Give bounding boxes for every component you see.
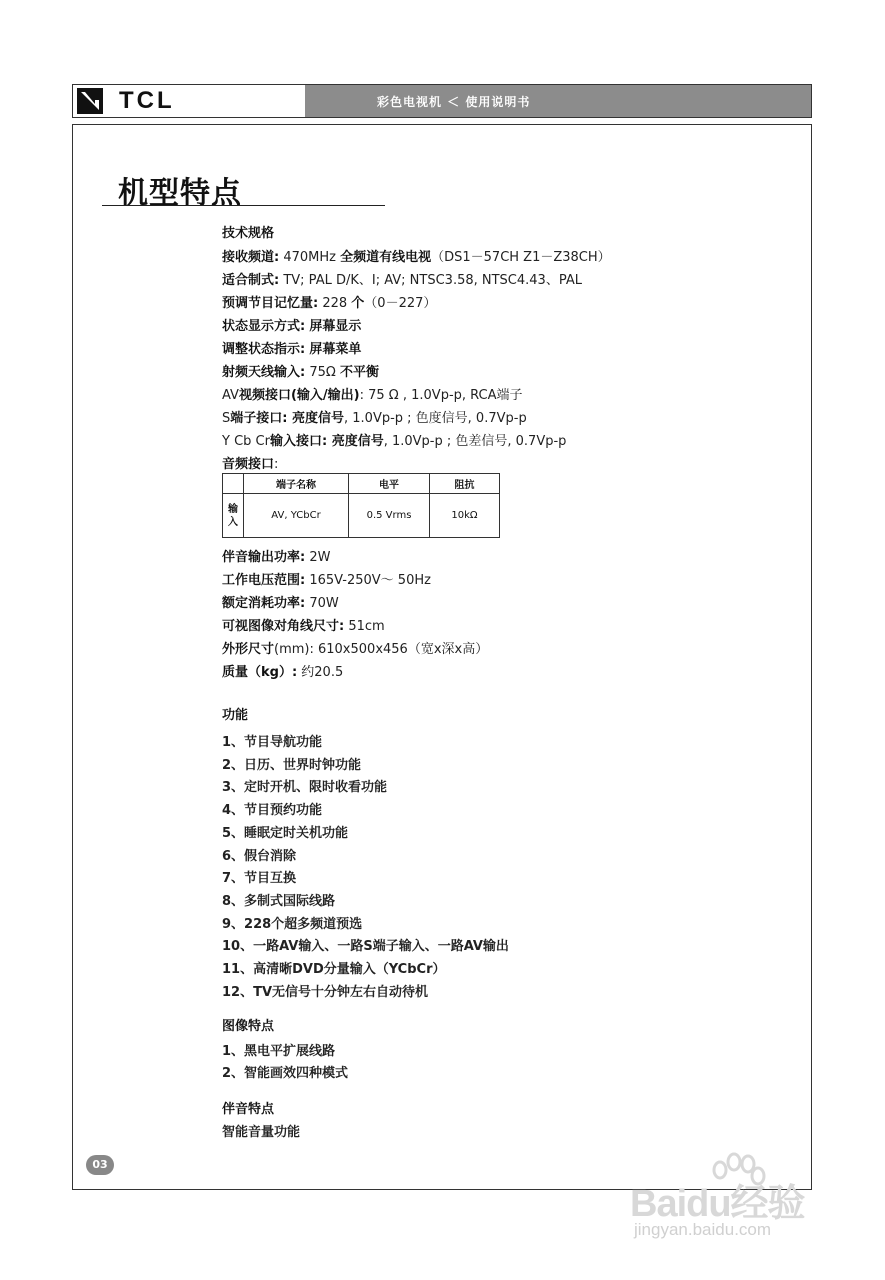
tcl-logo-icon <box>77 88 103 114</box>
spec-tail: （DS1－57CH Z1－Z38CH） <box>431 250 611 265</box>
watermark-logo: Baidu经验 <box>630 1183 805 1225</box>
picture-item: 2、智能画效四种模式 <box>222 1066 349 1081</box>
sound-item: 智能音量功能 <box>222 1125 301 1140</box>
spec-line <box>222 569 431 588</box>
table-cell-impedance: 10kΩ <box>430 494 500 538</box>
spec-value: : <box>274 457 279 472</box>
header-band <box>305 85 811 117</box>
spec-bold: 视频接口(输入/输出) <box>238 388 360 403</box>
spec-label: 伴音输出功率: <box>222 550 306 565</box>
spec-line <box>222 430 566 449</box>
spec-line <box>222 338 361 357</box>
picture-item: 1、黑电平扩展线路 <box>222 1044 336 1059</box>
function-item: 3、定时开机、限时收看功能 <box>222 780 388 796</box>
watermark-url: jingyan.baidu.com <box>634 1220 772 1239</box>
spec-value: 228 <box>318 296 352 311</box>
spec-label: 适合制式: <box>222 273 280 288</box>
functions-heading: 功能 <box>222 708 249 723</box>
spec-line <box>222 269 582 288</box>
spec-bold: 全频道有线电视 <box>340 250 432 265</box>
spec-label: 射频天线输入: <box>222 365 306 380</box>
spec-line <box>222 407 527 426</box>
spec-label: 调整状态指示: <box>222 342 306 357</box>
function-item: 1、节目导航功能 <box>222 735 323 750</box>
table-cell-terminal: AV, YCbCr <box>244 494 349 538</box>
spec-line <box>222 592 339 611</box>
spec-tail: , 1.0Vp-p ; 色差信号, 0.7Vp-p <box>383 434 567 449</box>
function-item: 8、多制式国际线路 <box>222 893 336 909</box>
function-item: 7、节目互换 <box>222 871 297 887</box>
spec-tail: （0－227） <box>364 296 437 311</box>
picture-heading: 图像特点 <box>222 1019 275 1034</box>
spec-line <box>222 292 436 311</box>
spec-label: 工作电压范围: <box>222 573 306 588</box>
manual-title: 彩色电视机 ＜ 使用说明书 <box>377 95 531 109</box>
spec-line <box>222 361 379 380</box>
spec-value: 约20.5 <box>297 665 344 680</box>
spec-value: AV <box>222 388 239 403</box>
spec-label: 状态显示方式: <box>222 319 306 334</box>
spec-line <box>222 661 343 680</box>
spec-line <box>222 246 611 265</box>
function-item: 2、日历、世界时钟功能 <box>222 757 362 773</box>
spec-value: 70W <box>305 596 339 611</box>
spec-label: 预调节目记忆量: <box>222 296 319 311</box>
table-cell-level: 0.5 Vrms <box>349 494 430 538</box>
spec-value: 75Ω <box>305 365 340 380</box>
spec-line <box>222 315 361 334</box>
audio-interface-table <box>222 473 500 538</box>
spec-label: 外形尺寸 <box>222 642 275 657</box>
page-header <box>72 84 812 118</box>
function-item: 11、高清晰DVD分量输入（YCbCr） <box>222 962 446 977</box>
spec-value: 470MHz <box>279 250 341 265</box>
page-title: 机型特点 <box>118 176 242 211</box>
spec-value: S <box>222 411 231 426</box>
function-item: 10、一路AV输入、一路S端子输入、一路AV输出 <box>222 939 509 955</box>
function-item: 5、睡眠定时关机功能 <box>222 825 349 841</box>
function-item: 9、228个超多频道预选 <box>222 916 363 932</box>
spec-value: (mm): 610x500x456（宽x深x高） <box>274 642 489 657</box>
table-header-impedance: 阻抗 <box>430 474 500 494</box>
table-header-terminal: 端子名称 <box>244 474 349 494</box>
spec-label: 质量（kg）: <box>222 665 298 680</box>
table-header-level: 电平 <box>349 474 430 494</box>
spec-line <box>222 384 523 403</box>
brand-logo <box>73 85 305 117</box>
spec-value: Y Cb Cr <box>222 434 270 449</box>
title-underline <box>102 205 385 206</box>
specs-heading: 技术规格 <box>222 226 275 241</box>
page-number: 03 <box>86 1155 114 1175</box>
spec-line <box>222 453 278 472</box>
spec-value: 2W <box>305 550 331 565</box>
spec-bold: 屏幕显示 <box>309 319 362 334</box>
spec-bold: 个 <box>351 296 365 311</box>
spec-line <box>222 638 488 657</box>
function-item: 6、假台消除 <box>222 848 297 864</box>
spec-line <box>222 546 330 565</box>
spec-tail: , 1.0Vp-p ; 色度信号, 0.7Vp-p <box>344 411 527 426</box>
brand-name: TCL <box>119 87 175 114</box>
spec-label: 额定消耗功率: <box>222 596 306 611</box>
spec-line <box>222 615 385 634</box>
spec-bold: 输入接口: 亮度信号 <box>269 434 384 449</box>
table-row-label: 输入 <box>223 494 244 538</box>
function-item: 4、节目预约功能 <box>222 803 323 819</box>
spec-tail: : 75 Ω , 1.0Vp-p, RCA端子 <box>359 388 523 403</box>
spec-label: 接收频道: <box>222 250 280 265</box>
spec-bold: 屏幕菜单 <box>309 342 362 357</box>
spec-value: 165V-250V～ 50Hz <box>305 573 431 588</box>
spec-bold: 端子接口: 亮度信号 <box>230 411 344 426</box>
table-corner <box>223 474 244 494</box>
spec-label: 音频接口 <box>222 457 275 472</box>
spec-bold: 不平衡 <box>339 365 379 380</box>
spec-label: 可视图像对角线尺寸: <box>222 619 345 634</box>
spec-value: 51cm <box>344 619 385 634</box>
sound-heading: 伴音特点 <box>222 1102 275 1117</box>
spec-value: TV; PAL D/K、I; AV; NTSC3.58, NTSC4.43、PAL <box>279 273 582 288</box>
function-item: 12、TV无信号十分钟左右自动待机 <box>222 984 429 1000</box>
